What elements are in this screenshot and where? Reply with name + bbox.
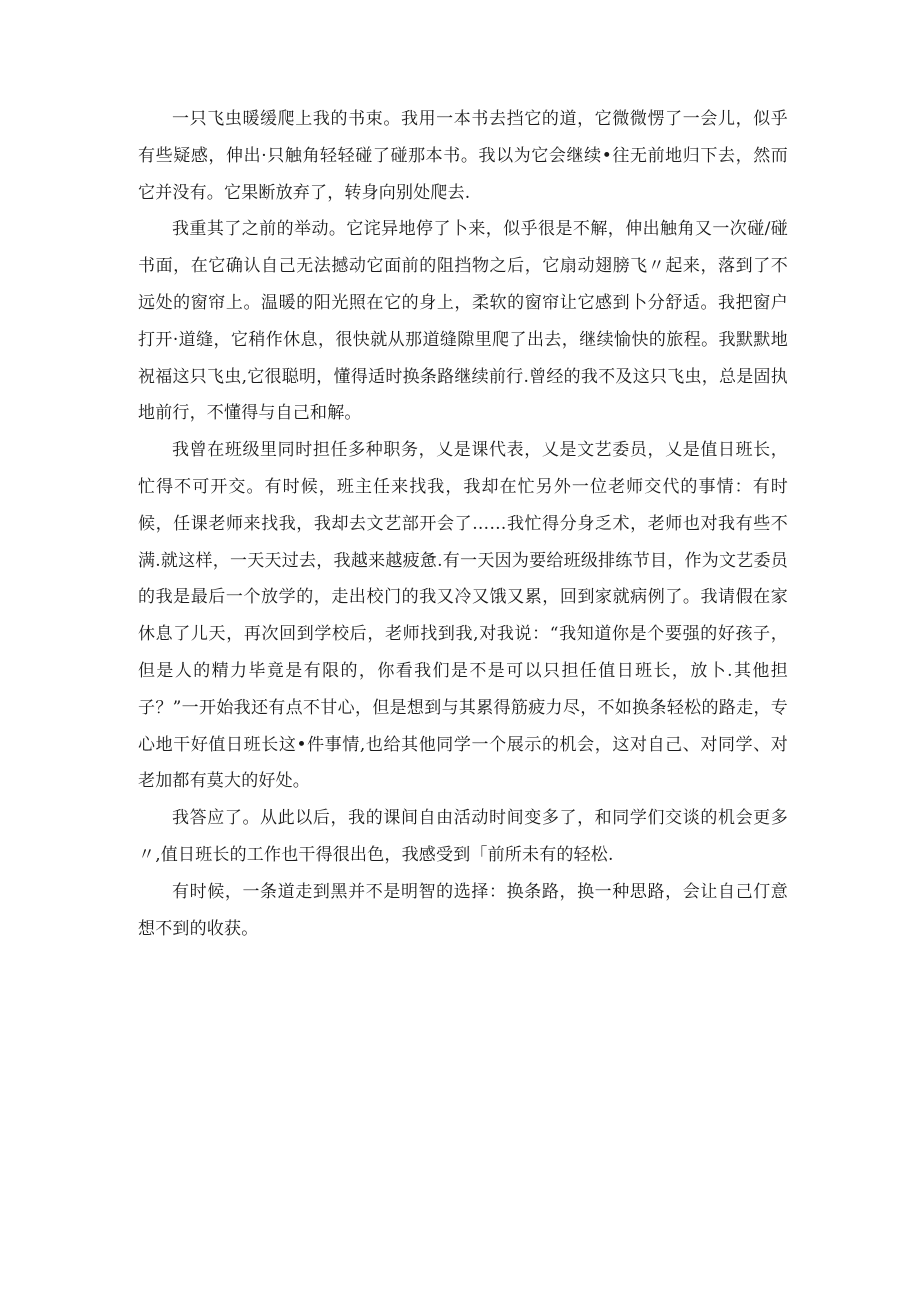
- paragraph-4: 我答应了。从此以后，我的课间自由活动时间变多了，和同学们交谈的机会更多〃,值日班长的工作也干得很出色，我感受到「前所未有的轻松.: [138, 808, 788, 865]
- paragraph-1: 一只飞虫暖缓爬上我的书束。我用一本书去挡它的道，它微微愣了一会儿，似乎有些疑感，伸出·只触角轻轻碰了碰那本书。我以为它会继续•往无前地归下去，然而它并没有。它果断放弃了，转身向别处爬去.: [138, 109, 788, 203]
- essay-body: [138, 101, 788, 947]
- paragraph-2: 我重其了之前的举动。它诧异地停了卜来，似乎很是不解，伸出触角又一次碰/碰书面，在它确认自己无法撼动它面前的阻挡物之后，它扇动翅膀飞〃起来，落到了不远处的窗帘上。温暖的阳光照在它的身上，柔软的窗帘让它感到卜分舒适。我把窗户打开·道缝，它稍作休息，很快就从那道缝隙里爬了出去，继续愉快的旅程。我默默地祝福这只飞虫,它很聪明，懂得适时换条路继续前行.曾经的我不及这只飞虫，总是固执地前行，不懂得与自己和解。: [138, 219, 788, 424]
- paragraph-5: 有时候，一条道走到黑并不是明智的选择：换条路，换一种思路，会让自己仃意想不到的收获。: [138, 881, 788, 939]
- paragraph-3: 我曾在班级里同时担任多种职务，乂是课代表，乂是文艺委员，乂是值日班长，忙得不可开交。有时候，班主任来找我，我却在忙另外一位老师交代的事情：有时候，任课老师来找我，我却去文艺部开会了……我忙得分身乏术，老师也对我有些不满.就这样，一天天过去，我越来越疲惫.有一天因为要给班级排练节目，作为文艺委员的我是最后一个放学的，走出校门的我又冷又饿又累，回到家就病例了。我请假在家休息了儿天，再次回到学校后，老师找到我,对我说：“我知道你是个要强的好孩子，但是人的精力毕竟是有限的，你看我们是不是可以只担任值日班长，放卜.其他担子？”一开始我还有点不甘心，但是想到与其累得筋疲力尽，不如换条轻松的路走，专心地干好值日班长这•件事情,也给其他同学一个展示的机会，这对自己、对同学、对老加都有莫大的好处。: [138, 440, 788, 792]
